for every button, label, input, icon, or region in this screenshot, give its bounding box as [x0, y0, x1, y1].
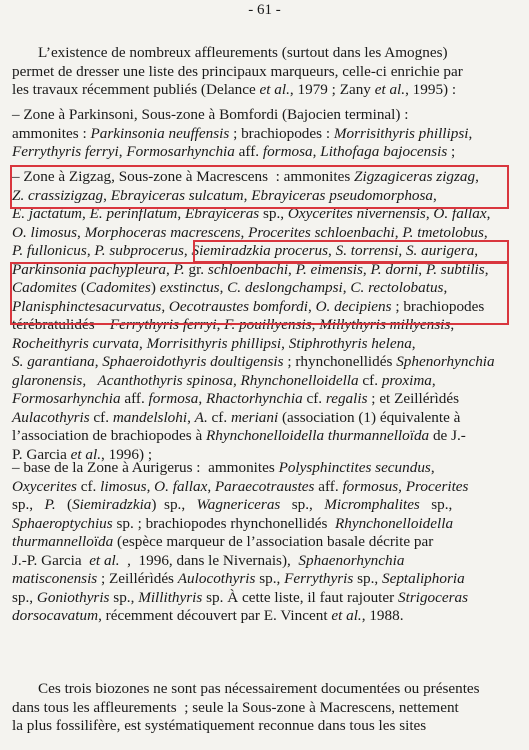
italic-taxon: F. pouillyensis: [224, 316, 312, 333]
text-run: la plus fossilifère, est systématiquement reconnue dans tous les sites: [12, 717, 427, 734]
italic-taxon: Wagnericeras: [196, 496, 281, 513]
text-run: (espèce marqueur de l’association basale décrite par: [113, 533, 434, 550]
text-line: [12, 143, 455, 162]
text-run: ,: [146, 477, 155, 495]
text-run: cf.: [76, 477, 101, 495]
text-run: térébratulidés: [12, 316, 110, 333]
italic-taxon: E. jactatum: [12, 205, 83, 222]
text-run: ,: [94, 353, 103, 370]
italic-taxon: Procerites schloenbachi: [248, 223, 395, 241]
italic-taxon: Formosarhynchia: [126, 143, 235, 160]
text-run: , récemment découvert par E. Vincent: [98, 607, 332, 624]
italic-taxon: Zigzagiceras zigzag: [354, 168, 476, 185]
italic-taxon: formosa: [148, 390, 199, 407]
text-run: gr.: [184, 260, 208, 278]
text-run: sp.,: [259, 205, 288, 222]
italic-taxon: et al.: [374, 81, 406, 98]
text-run: J.-P. Garcia: [12, 551, 90, 569]
italic-taxon: S. garantiana: [12, 353, 95, 370]
text-run: sp.,: [419, 496, 453, 513]
text-run: ,: [183, 242, 192, 259]
italic-taxon: Millythyris millyensis: [319, 316, 451, 333]
text-line: [12, 81, 456, 100]
text-run: ,: [430, 459, 435, 476]
text-run: ; Zeillérìdés: [97, 570, 178, 587]
italic-taxon: P.: [173, 260, 185, 278]
text-run: cf.: [207, 408, 231, 426]
text-run: ,: [82, 205, 90, 222]
text-run: ,: [243, 186, 252, 204]
text-run: – Zone à Parkinsoni, Sous-zone à Bomfordi (Bajocien terminal) :: [12, 106, 409, 123]
text-run: L’existence de nombreux affleurements (surtout dans les Amognes): [38, 44, 448, 61]
italic-taxon: Oecotraustes bomfordi: [168, 297, 308, 315]
text-line: [12, 63, 463, 82]
text-run: cf.: [358, 371, 382, 389]
text-run: – base de la Zone à Aurigerus : ammonites: [12, 459, 279, 476]
italic-taxon: glaronensis: [12, 371, 83, 389]
italic-taxon: Sphenorhynchia: [396, 353, 495, 370]
italic-taxon: Rhynchonelloidella: [334, 514, 454, 532]
text-line: [12, 589, 468, 608]
text-run: ,: [118, 143, 127, 160]
text-run: ,: [161, 297, 169, 315]
italic-taxon: dorsocavatum: [12, 607, 99, 624]
text-run: Ces trois biozones ne sont pas nécessairement documentées ou présentes: [38, 680, 480, 697]
text-run: sp.,: [280, 496, 325, 513]
text-run: cf.: [89, 408, 113, 426]
text-run: ,: [483, 223, 488, 241]
text-run: – Zone à Zigzag, Sous-zone à Macrescens : ammonites: [12, 168, 355, 185]
italic-taxon: Sphaeroptychius: [12, 514, 113, 532]
italic-taxon: C. rectolobatus: [350, 279, 444, 296]
text-line: [38, 680, 480, 699]
italic-taxon: et al.: [259, 81, 290, 98]
italic-taxon: Z. crassizigzag: [12, 186, 104, 204]
text-run: sp.,: [109, 588, 139, 606]
text-run: ,: [468, 124, 473, 142]
italic-taxon: et al.: [89, 551, 120, 569]
italic-taxon: Sphaenorhynchia: [298, 551, 405, 569]
italic-taxon: thurmannelloïda: [12, 533, 114, 550]
text-run: ,: [232, 371, 241, 389]
text-run: ,: [411, 334, 416, 352]
text-run: ,: [425, 205, 434, 222]
text-run: sp.,: [12, 496, 45, 513]
text-run: ,: [281, 334, 289, 352]
text-run: aff.: [234, 143, 263, 160]
italic-taxon: Parkinsonia pachypleura: [12, 260, 166, 278]
text-run: aff.: [314, 477, 343, 495]
italic-taxon: formosa: [262, 143, 313, 160]
italic-taxon: Aulocothyris: [177, 570, 256, 587]
text-run: , 1979 ; Zany: [289, 81, 375, 98]
italic-taxon: Millithyris: [138, 588, 203, 606]
text-run: ,: [82, 371, 98, 389]
italic-taxon: meriani: [230, 408, 279, 426]
text-run: ,: [187, 408, 195, 426]
text-line: [12, 316, 454, 335]
italic-taxon: S. torrensi: [335, 242, 399, 259]
italic-taxon: Rocheithyris curvata: [12, 334, 139, 352]
text-run: ; brachiopodes: [391, 297, 485, 315]
italic-taxon: A.: [194, 408, 208, 426]
text-run: (association (1) équivalente à: [278, 408, 461, 426]
text-line: [12, 427, 466, 446]
italic-taxon: Planisphinctesacurvatus: [12, 297, 162, 315]
text-run: , 1996, dans le Nivernais),: [119, 551, 299, 569]
text-line: [12, 298, 484, 317]
italic-taxon: regalis: [325, 390, 368, 407]
text-run: ,: [138, 334, 147, 352]
text-run: ,: [288, 260, 296, 278]
italic-taxon: proxima: [381, 371, 432, 389]
italic-taxon: O. decipiens: [315, 297, 392, 315]
text-run: sp. À cette liste, il faut rajouter: [202, 588, 398, 606]
text-line: [12, 372, 436, 391]
italic-taxon: Micromphalites: [324, 496, 420, 513]
italic-taxon: Stiphrothyris helena: [288, 334, 412, 352]
text-run: P. Garcia: [12, 445, 71, 463]
text-run: ,: [240, 223, 249, 241]
text-line: [12, 533, 433, 552]
italic-taxon: P. subtilis: [425, 260, 485, 278]
italic-taxon: Septaliphoria: [382, 570, 465, 587]
text-run: (: [76, 279, 86, 296]
text-run: ,: [328, 242, 336, 259]
text-line: [12, 496, 452, 515]
italic-taxon: Strigoceras: [398, 588, 469, 606]
text-line: [12, 478, 468, 497]
text-run: ,: [474, 242, 479, 259]
text-line: [12, 607, 403, 626]
text-line: [12, 409, 460, 428]
italic-taxon: Rhynchonelloidella: [240, 371, 359, 389]
italic-taxon: O. fallax: [433, 205, 487, 222]
text-run: ,: [484, 260, 489, 278]
text-run: ,: [219, 279, 228, 296]
text-run: de J.-: [429, 427, 466, 444]
italic-taxon: Ebrayiceras: [184, 205, 260, 222]
italic-taxon: Morrisithyris phillipsi: [146, 334, 282, 352]
text-line: [12, 552, 404, 571]
italic-taxon: Procerites: [405, 477, 469, 495]
text-line: [12, 242, 478, 261]
text-line: [12, 353, 495, 372]
italic-taxon: matisconensis: [12, 570, 98, 587]
text-run: ,: [398, 477, 406, 495]
text-line: [12, 187, 437, 206]
text-run: aff.: [120, 390, 149, 407]
text-run: ,: [308, 297, 316, 315]
italic-taxon: P. subprocerus: [94, 242, 184, 259]
italic-taxon: Rhynchonelloidella thurmannelloïda: [206, 427, 430, 444]
text-line: [12, 515, 453, 534]
text-run: ,: [486, 205, 491, 222]
text-run: ,: [433, 186, 437, 204]
text-run: permet de dresser une liste des principaux marqueurs, celle-ci enrichie par: [12, 62, 463, 80]
italic-taxon: et al.: [331, 607, 362, 624]
text-run: ,: [312, 143, 321, 160]
italic-taxon: Lithofaga bajocensis: [320, 143, 448, 160]
text-line: [12, 205, 490, 224]
italic-taxon: mandelslohi: [112, 408, 188, 426]
text-run: ,: [216, 316, 225, 333]
text-run: ,: [103, 186, 111, 204]
text-run: , 1996) ;: [101, 445, 153, 463]
text-run: ;: [447, 143, 456, 160]
italic-taxon: Sphaeroidothyris doultigensis: [102, 353, 284, 370]
text-line: [12, 699, 459, 718]
text-run: ,: [398, 242, 406, 259]
text-run: ,: [362, 260, 371, 278]
italic-taxon: Morphoceras macrescens: [84, 223, 241, 241]
italic-taxon: Siemiradzkia procerus: [191, 242, 329, 259]
italic-taxon: Acanthothyris spinosa: [97, 371, 233, 389]
italic-taxon: Polysphinctites secundus: [278, 459, 431, 476]
text-run: ,: [394, 223, 403, 241]
italic-taxon: Ferrythyris ferryi: [12, 143, 119, 160]
italic-taxon: P. eimensis: [295, 260, 363, 278]
italic-taxon: Ferrythyris: [284, 570, 354, 587]
text-run: ammonites :: [12, 124, 91, 142]
text-run: , 1988.: [361, 607, 404, 624]
italic-taxon: Ebrayiceras sulcatum: [110, 186, 244, 204]
italic-taxon: S. aurigera: [405, 242, 475, 259]
text-line: [12, 717, 426, 736]
text-run: ,: [311, 316, 320, 333]
text-line: [38, 44, 448, 63]
text-run: ,: [177, 205, 185, 222]
text-line: [12, 279, 447, 298]
italic-taxon: O. fallax: [154, 477, 208, 495]
text-run: dans tous les affleurements ; seule la Sous-zone à Macrescens, nettement: [12, 698, 459, 716]
italic-taxon: P. dorni: [370, 260, 419, 278]
italic-taxon: Ebrayiceras pseudomorphosa: [251, 186, 434, 204]
italic-taxon: Morrisithyris phillipsi: [333, 124, 469, 142]
italic-taxon: Siemiradzkia: [72, 496, 152, 513]
italic-taxon: et al.: [70, 445, 101, 463]
text-run: (: [55, 496, 73, 513]
italic-taxon: Formosarhynchia: [12, 390, 121, 407]
text-run: ,: [165, 260, 174, 278]
text-run: ,: [431, 371, 436, 389]
text-run: ,: [475, 168, 479, 185]
text-run: ,: [418, 260, 426, 278]
italic-taxon: P.: [44, 496, 56, 513]
text-line: [12, 335, 416, 354]
italic-taxon: Goniothyris: [36, 588, 110, 606]
text-run: ; brachiopodes :: [229, 124, 334, 142]
text-line: [12, 261, 488, 280]
text-run: les travaux récemment publiés (Delance: [12, 81, 260, 98]
italic-taxon: Paraecotraustes: [214, 477, 315, 495]
text-run: ,: [76, 223, 85, 241]
italic-taxon: Cadomites: [12, 279, 77, 296]
text-line: [12, 390, 459, 409]
italic-taxon: C. deslongchampsi: [227, 279, 343, 296]
text-run: sp.,: [12, 588, 37, 606]
italic-taxon: limosus: [100, 477, 147, 495]
text-run: ) sp.,: [151, 496, 197, 513]
text-line: [12, 570, 465, 589]
text-run: ; rhynchonellidés: [283, 353, 397, 370]
italic-taxon: P. fullonicus: [12, 242, 87, 259]
text-line: [12, 106, 408, 125]
italic-taxon: Cadomites: [85, 279, 151, 296]
text-run: ,: [342, 279, 351, 296]
italic-taxon: Aulacothyris: [12, 408, 90, 426]
text-line: [12, 168, 479, 187]
text-run: cf.: [302, 390, 326, 407]
text-run: ,: [443, 279, 448, 296]
text-run: ,: [198, 390, 206, 407]
italic-taxon: formosus: [342, 477, 399, 495]
italic-taxon: P. tmetolobus: [402, 223, 484, 241]
italic-taxon: O. limosus: [12, 223, 77, 241]
text-line: [12, 224, 488, 243]
italic-taxon: Ferrythyris ferryi: [109, 316, 217, 333]
italic-taxon: Rhactorhynchia: [205, 390, 303, 407]
text-run: l’association de brachiopodes à: [12, 427, 206, 444]
italic-taxon: exstinctus: [159, 279, 220, 296]
italic-taxon: Parkinsonia neuffensis: [90, 124, 230, 142]
text-run: sp.,: [255, 570, 285, 587]
text-run: sp. ; brachiopodes rhynchonellidés: [112, 514, 335, 532]
text-line: [12, 459, 435, 478]
italic-taxon: E. perinflatum: [89, 205, 178, 222]
page-number: - 61 -: [248, 2, 281, 18]
text-run: ,: [86, 242, 95, 259]
text-run: ): [150, 279, 160, 296]
text-run: ; et Zeillérìdés: [367, 390, 460, 407]
text-run: , 1995) :: [405, 81, 457, 98]
italic-taxon: Oxycerites nivernensis: [287, 205, 426, 222]
text-line: [12, 125, 472, 144]
text-run: ,: [207, 477, 215, 495]
text-run: ,: [450, 316, 455, 333]
text-run: sp.,: [353, 570, 382, 587]
italic-taxon: schloenbachi: [207, 260, 289, 278]
italic-taxon: Oxycerites: [12, 477, 77, 495]
